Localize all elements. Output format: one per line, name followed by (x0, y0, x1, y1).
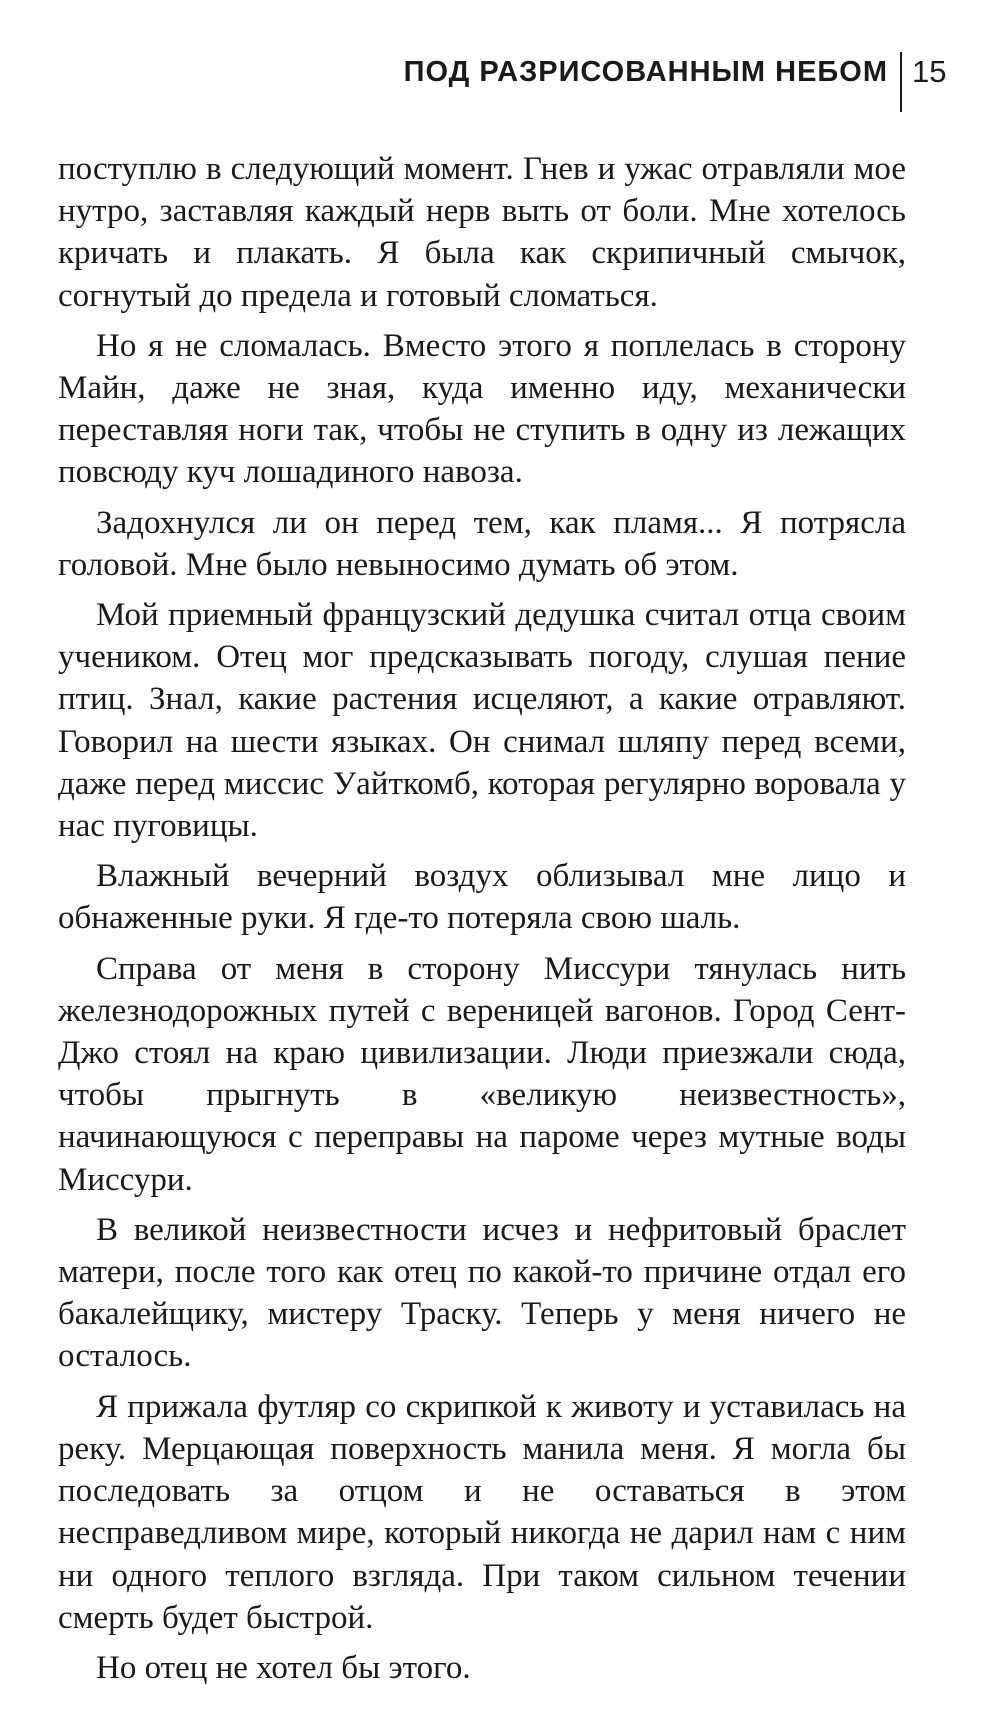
paragraph-2: Но я не сломалась. Вместо этого я поплелась в сторону Майн, даже не зная, куда именно иду, механически переставляя ноги так, чтобы не ступить в одну из лежащих повсюду куч лошадиного навоза. (58, 327, 906, 491)
paragraph-8: Я прижала футляр со скрипкой к животу и уставилась на реку. Мерцающая поверхность манила меня. Я могла бы последовать за отцом и не оставаться в этом несправедливом мире, который никогда не дарил нам с ним ни одного теплого взгляда. При таком сильном течении смерть будет быстрой. (58, 1388, 906, 1636)
running-header (0, 52, 1000, 112)
page-number: 15 (912, 54, 947, 89)
paragraph-4: Мой приемный французский дедушка считал отца своим учеником. Отец мог предсказывать погоду, слушая пение птиц. Знал, какие растения исцеляют, а какие отравляют. Говорил на шести языках. Он снимал шляпу перед всеми, даже перед миссис Уайткомб, которая регулярно воровала у нас пуговицы. (58, 597, 906, 845)
paragraph-1: поступлю в следующий момент. Гнев и ужас отравляли мое нутро, заставляя каждый нерв выть от боли. Мне хотелось кричать и плакать. Я была как скрипичный смычок, согнутый до предела и готовый сломаться. (58, 151, 906, 314)
body-text (58, 148, 906, 1697)
paragraph-3: Задохнулся ли он перед тем, как пламя... Я потрясла головой. Мне было невыносимо думать об этом. (58, 504, 906, 583)
header-divider (900, 52, 902, 112)
paragraph-9: Но отец не хотел бы этого. (96, 1649, 471, 1686)
paragraph-6: Справа от меня в сторону Миссури тянулась нить железнодорожных путей с вереницей вагонов. Город Сент-Джо стоял на краю цивилизации. Люди приезжали сюда, чтобы прыгнуть в «великую неизвестность», начинающуюся с переправы на пароме через мутные воды Миссури. (58, 950, 906, 1198)
running-title: ПОД РАЗРИСОВАННЫМ НЕБОМ (403, 56, 888, 88)
paragraph-5: Влажный вечерний воздух облизывал мне лицо и обнаженные руки. Я где-то потеряла свою шаль. (58, 858, 906, 937)
paragraph-7: В великой неизвестности исчез и нефритовый браслет матери, после того как отец по какой-то причине отдал его бакалейщику, мистеру Траску. Теперь у меня ничего не осталось. (58, 1211, 906, 1375)
